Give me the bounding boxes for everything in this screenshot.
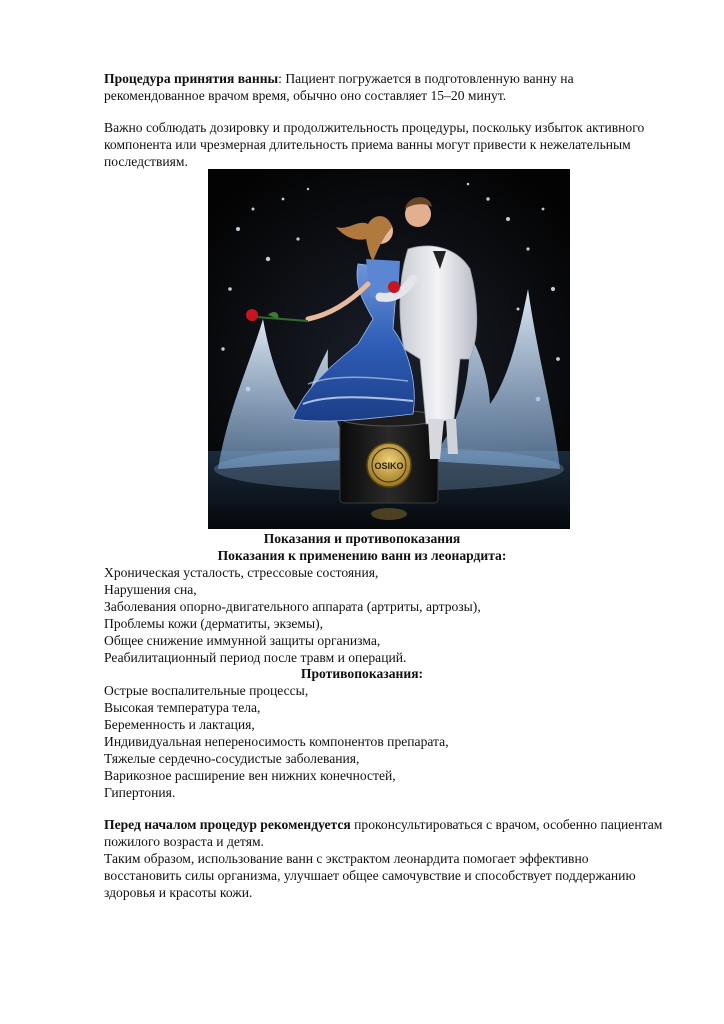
couple-splash-photo	[208, 169, 570, 529]
list-item: Варикозное расширение вен нижних конечностей,	[104, 768, 396, 783]
bath-procedure-heading: Процедура принятия ванны	[104, 71, 279, 86]
recommendation-heading: Перед началом процедур рекомендуется	[104, 817, 351, 832]
indications-section-title: Показания и противопоказания	[263, 531, 461, 546]
list-item: Беременность и лактация,	[104, 717, 255, 732]
recommendation-paragraph	[104, 816, 664, 850]
container-logo-text: OSIKO	[374, 461, 404, 471]
recommendation-text: проконсультироваться с врачом, особенно пациентам пожилого возраста и детям.	[104, 817, 663, 849]
contraindications-list	[104, 682, 664, 801]
conclusion-paragraph: Таким образом, использование ванн с экстрактом леонардита помогает эффективно восстановить силы организма, улучшает общее самочувствие и способствует поддержанию здоровья и красоты кожи.	[104, 851, 636, 900]
list-item: Индивидуальная непереносимость компонентов препарата,	[104, 734, 449, 749]
list-item: Проблемы кожи (дерматиты, экземы),	[104, 616, 324, 631]
list-item: Высокая температура тела,	[104, 700, 261, 715]
indications-title: Показания к применению ванн из леонардита:	[217, 548, 507, 563]
indications-list	[104, 564, 664, 666]
dosage-warning-paragraph: Важно соблюдать дозировку и продолжительность процедуры, поскольку избыток активного компонента или чрезмерная длительность приема ванны могут привести к нежелательным последствиям.	[104, 120, 645, 169]
contraindications-title: Противопоказания:	[300, 666, 424, 681]
list-item: Общее снижение иммунной защиты организма,	[104, 633, 381, 648]
chest-rose-icon	[388, 281, 400, 293]
list-item: Гипертония.	[104, 785, 176, 800]
list-item: Реабилитационный период после травм и операций.	[104, 650, 407, 665]
list-item: Заболевания опорно-двигательного аппарата (артриты, артрозы),	[104, 599, 481, 614]
bath-procedure-paragraph	[104, 70, 664, 104]
bath-procedure-text: : Пациент погружается в подготовленную ванну на рекомендованное врачом время, обычно оно составляет 15–20 минут.	[104, 71, 574, 103]
list-item: Хроническая усталость, стрессовые состояния,	[104, 565, 379, 580]
list-item: Нарушения сна,	[104, 582, 197, 597]
product-container	[340, 410, 438, 503]
list-item: Острые воспалительные процессы,	[104, 683, 309, 698]
list-item: Тяжелые сердечно-сосудистые заболевания,	[104, 751, 360, 766]
